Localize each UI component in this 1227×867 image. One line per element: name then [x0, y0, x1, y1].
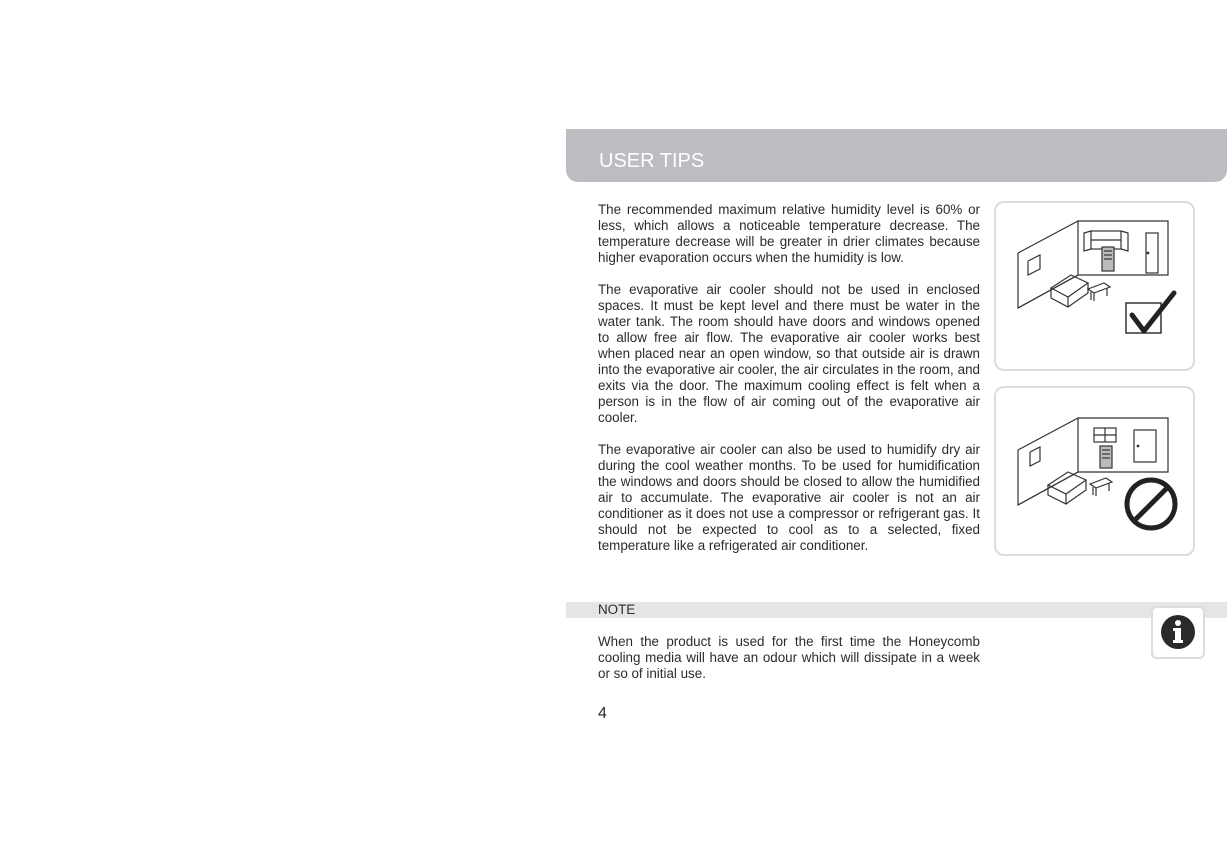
checkmark-icon — [1126, 293, 1174, 333]
note-header — [566, 602, 1227, 618]
open-room-drawing — [996, 203, 1193, 369]
paragraph-ventilation: The evaporative air cooler should not be used in enclosed spaces. It must be kept level and there must be water in the water tank. The room should have doors and windows opened to allow free air flow. The evaporative air cooler works best when placed near an open window, so that outside air is drawn into the evaporative air cooler, the air circulates in the room, and exits via the door. The maximum cooling effect is felt when a person is in the flow of air coming out of the evaporative air cooler. — [598, 282, 980, 425]
illustration-closed-room — [994, 386, 1195, 556]
info-badge — [1151, 606, 1205, 659]
note-label: NOTE — [598, 602, 636, 617]
page-title: USER TIPS — [599, 150, 705, 172]
info-icon — [1153, 608, 1203, 657]
paragraph-humidity: The recommended maximum relative humidity level is 60% or less, which allows a noticeable temperature decrease. The temperature decrease will be greater in drier climates because higher evaporation occurs when the humidity is low. — [598, 202, 980, 265]
note-text: When the product is used for the first time the Honeycomb cooling media will have an odour which will dissipate in a week or so of initial use. — [598, 634, 980, 681]
closed-room-drawing — [996, 388, 1193, 554]
section-header — [566, 129, 1227, 182]
paragraph-humidify: The evaporative air cooler can also be used to humidify dry air during the cool weather months. To be used for humidification the windows and doors should be closed to allow the humidified air to accumulate. The evaporative air cooler is not an air conditioner as it does not use a compressor or refrigerant gas. It should not be expected to cool as to a selected, fixed temperature like a refrigerated air conditioner. — [598, 442, 980, 553]
prohibited-icon — [1127, 480, 1175, 528]
illustration-open-room — [994, 201, 1195, 371]
page-number: 4 — [598, 705, 607, 722]
